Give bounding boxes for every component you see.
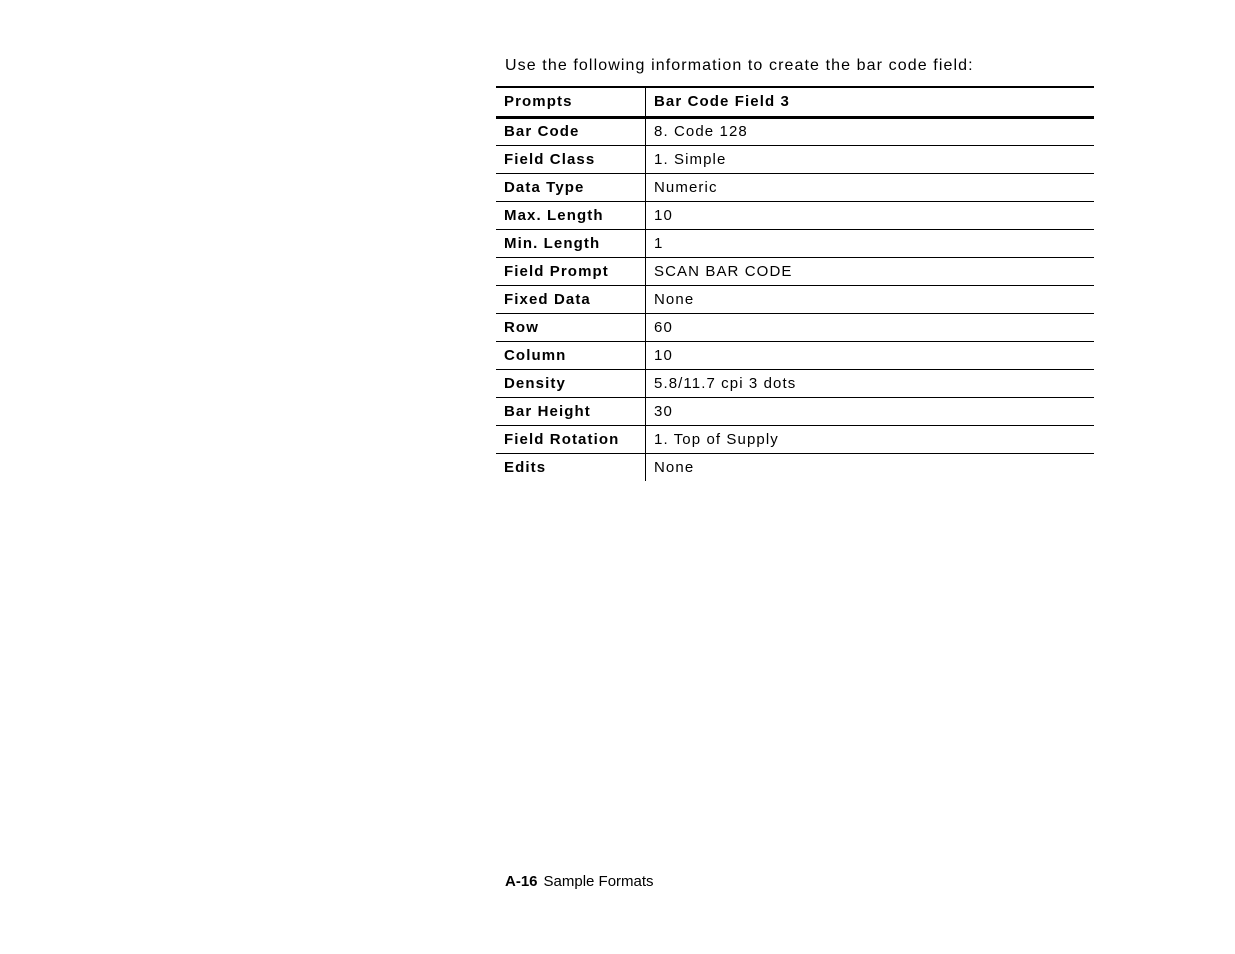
prompt-cell: Field Class <box>496 145 646 173</box>
prompt-cell: Data Type <box>496 173 646 201</box>
prompt-cell: Edits <box>496 453 646 481</box>
table-header-row <box>496 87 1094 117</box>
value-cell: 60 <box>654 318 673 336</box>
prompt-cell: Row <box>496 313 646 341</box>
table-row <box>496 313 1094 341</box>
value-cell: 5.8/11.7 cpi 3 dots <box>654 374 797 392</box>
value-cell: SCAN BAR CODE <box>654 262 793 280</box>
section-title: Sample Formats <box>543 873 654 890</box>
prompt-cell: Field Rotation <box>496 425 646 453</box>
page-number: A-16 <box>505 873 538 890</box>
header-prompts: Prompts <box>496 87 646 117</box>
table-row <box>496 173 1094 201</box>
prompt-cell: Field Prompt <box>496 257 646 285</box>
prompt-cell: Max. Length <box>496 201 646 229</box>
table-row <box>496 117 1094 145</box>
table-row <box>496 229 1094 257</box>
table-row <box>496 285 1094 313</box>
prompt-cell: Fixed Data <box>496 285 646 313</box>
value-cell: 1. Top of Supply <box>654 430 779 448</box>
prompt-cell: Density <box>496 369 646 397</box>
header-bar-code-field: Bar Code Field 3 <box>654 93 790 111</box>
table-row <box>496 341 1094 369</box>
value-cell: 10 <box>654 206 673 224</box>
table-row <box>496 453 1094 481</box>
value-cell: None <box>654 290 695 308</box>
table-row <box>496 257 1094 285</box>
prompt-cell: Bar Code <box>496 117 646 145</box>
prompt-cell: Bar Height <box>496 397 646 425</box>
value-cell: 8. Code 128 <box>654 123 748 140</box>
value-cell: 10 <box>654 346 673 364</box>
value-cell: 1 <box>654 234 664 252</box>
prompt-cell: Column <box>496 341 646 369</box>
bar-code-field-table <box>496 86 1094 481</box>
prompt-cell: Min. Length <box>496 229 646 257</box>
table-row <box>496 369 1094 397</box>
value-cell: None <box>654 458 695 476</box>
value-cell: 30 <box>654 402 673 420</box>
table-row <box>496 145 1094 173</box>
table-row <box>496 201 1094 229</box>
value-cell: 1. Simple <box>654 150 727 168</box>
value-cell: Numeric <box>654 178 718 196</box>
table-row <box>496 425 1094 453</box>
table-row <box>496 397 1094 425</box>
page-footer <box>505 872 654 892</box>
intro-text: Use the following information to create the bar code field: <box>505 57 974 74</box>
